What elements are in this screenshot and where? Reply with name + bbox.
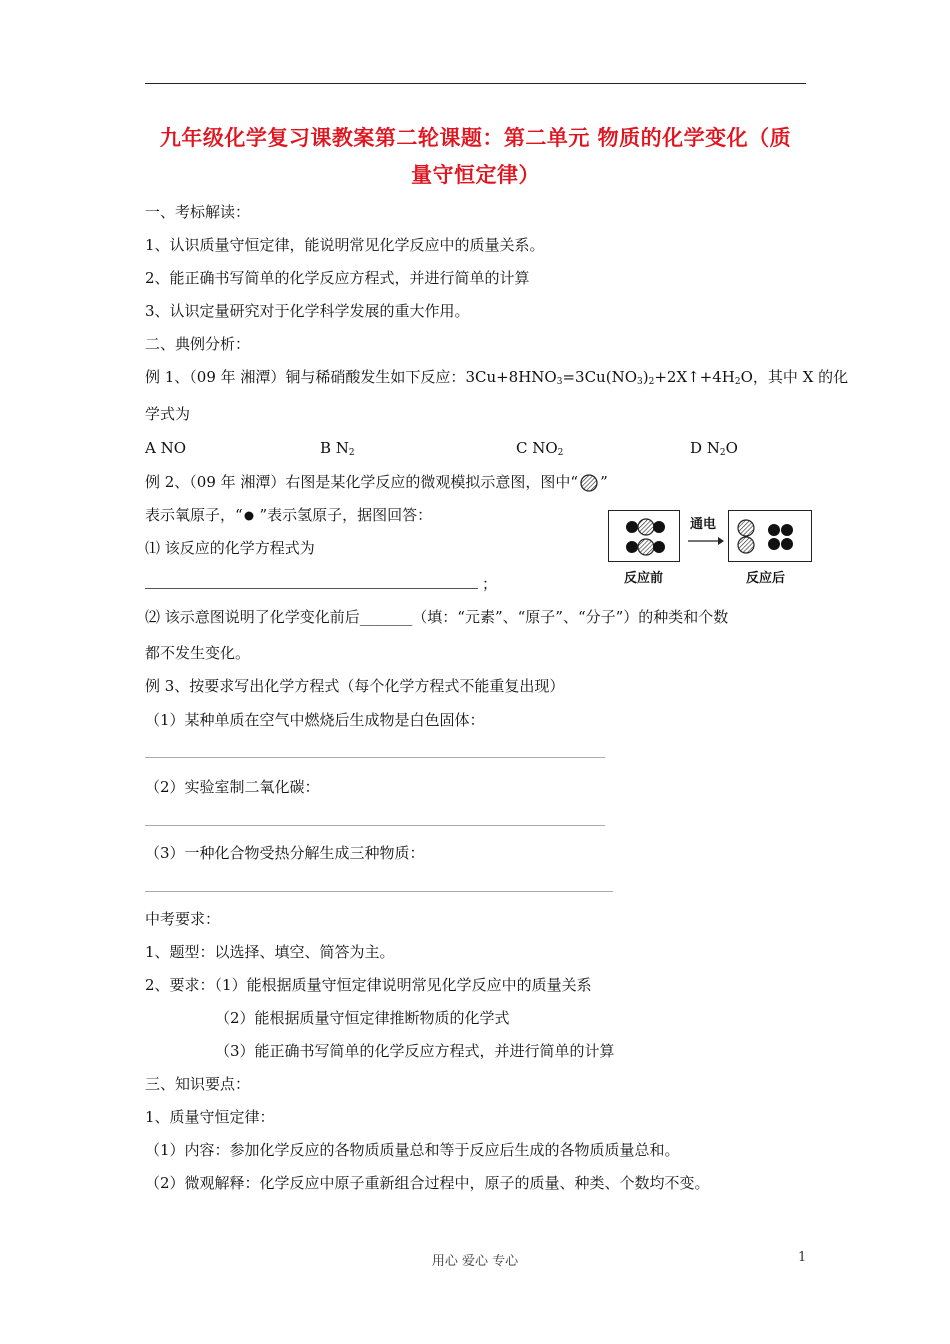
example3-intro: 例 3、按要求写出化学方程式（每个化学方程式不能重复出现）	[145, 677, 565, 695]
example1-line2: 学式为	[145, 405, 191, 423]
example1-line1: 例 1、（09 年 湘潭）铜与稀硝酸发生如下反应：$3Cu+8HNO_3=3Cu(NO_3)_2+2X↑+4H_2O$，其中 X 的化	[145, 368, 849, 387]
after-reaction-box	[728, 510, 812, 562]
water-molecules-icon	[609, 511, 679, 561]
example1-option-a: A NO	[145, 439, 187, 457]
page-number: 1	[798, 1250, 807, 1265]
document-title-line2: 量守恒定律）	[411, 162, 540, 187]
section1-item-1: 1、认识质量守恒定律，能说明常见化学反应中的质量关系。	[145, 236, 545, 254]
oxygen-atom-icon	[578, 473, 600, 493]
exam-item-2: 2、要求：（1）能根据质量守恒定律说明常见化学反应中的质量关系	[145, 976, 592, 994]
section3-item-1: 1、质量守恒定律：	[145, 1108, 275, 1126]
section1-item-3: 3、认识定量研究对于化学科学发展的重大作用。	[145, 302, 470, 320]
after-label: 反应后	[746, 571, 786, 586]
example2-line2: 表示氧原子，“ ”表示氢原子，据图回答：	[145, 506, 433, 524]
example3-answer2-blank	[145, 825, 605, 826]
example2-question2: ⑵ 该示意图说明了化学变化前后_______（填：“元素”、“原子”、“分子”）的种类和个数	[145, 608, 729, 626]
example2-q1-end: ；	[482, 575, 498, 593]
reaction-diagram	[606, 507, 812, 587]
section3-content: （1）内容：参加化学反应的各物质质量总和等于反应后生成的各物质质量总和。	[145, 1141, 680, 1159]
example3-answer1-blank	[145, 757, 605, 758]
example1-option-d: D $N_2O$	[690, 439, 738, 458]
arrow-icon	[686, 535, 726, 547]
example3-question2: （2）实验室制二氧化碳：	[145, 778, 320, 796]
section1-heading: 一、考标解读：	[145, 203, 251, 221]
example2-line1: 例 2、（09 年 湘潭）右图是某化学反应的微观模拟示意图，图中“ ”	[145, 473, 608, 491]
example1-option-b: B $N_2$	[320, 439, 355, 458]
example3-question1: （1）某种单质在空气中燃烧后生成物是白色固体：	[145, 711, 485, 729]
document-title-line1: 九年级化学复习课教案第二轮课题：第二单元 物质的化学变化（质	[159, 125, 792, 150]
example2-question1: ⑴ 该反应的化学方程式为	[145, 539, 315, 557]
oxygen-hydrogen-molecules-icon	[729, 511, 811, 561]
header-rule	[145, 83, 806, 84]
exam-item-2b: （2）能根据质量守恒定律推断物质的化学式	[215, 1009, 510, 1027]
section2-heading: 二、典例分析：	[145, 335, 251, 353]
before-reaction-box	[608, 510, 680, 562]
arrow-label: 通电	[690, 517, 717, 532]
section3-micro: （2）微观解释：化学反应中原子重新组合过程中，原子的质量、种类、个数均不变。	[145, 1174, 710, 1192]
example2-question2-cont: 都不发生变化。	[145, 644, 251, 662]
footer-motto: 用心 爱心 专心	[431, 1254, 519, 1269]
example2-answer-blank	[145, 588, 478, 589]
exam-item-2c: （3）能正确书写简单的化学反应方程式，并进行简单的计算	[215, 1042, 615, 1060]
example3-answer3-blank	[145, 891, 613, 892]
example1-option-c: C $NO_2$	[516, 439, 564, 458]
before-label: 反应前	[624, 571, 664, 586]
hydrogen-atom-icon	[243, 509, 255, 523]
section1-item-2: 2、能正确书写简单的化学反应方程式，并进行简单的计算	[145, 269, 530, 287]
section3-heading: 三、知识要点：	[145, 1075, 251, 1093]
exam-item-1: 1、题型：以选择、填空、简答为主。	[145, 943, 395, 961]
exam-heading: 中考要求：	[145, 910, 221, 928]
example3-question3: （3）一种化合物受热分解生成三种物质：	[145, 844, 425, 862]
